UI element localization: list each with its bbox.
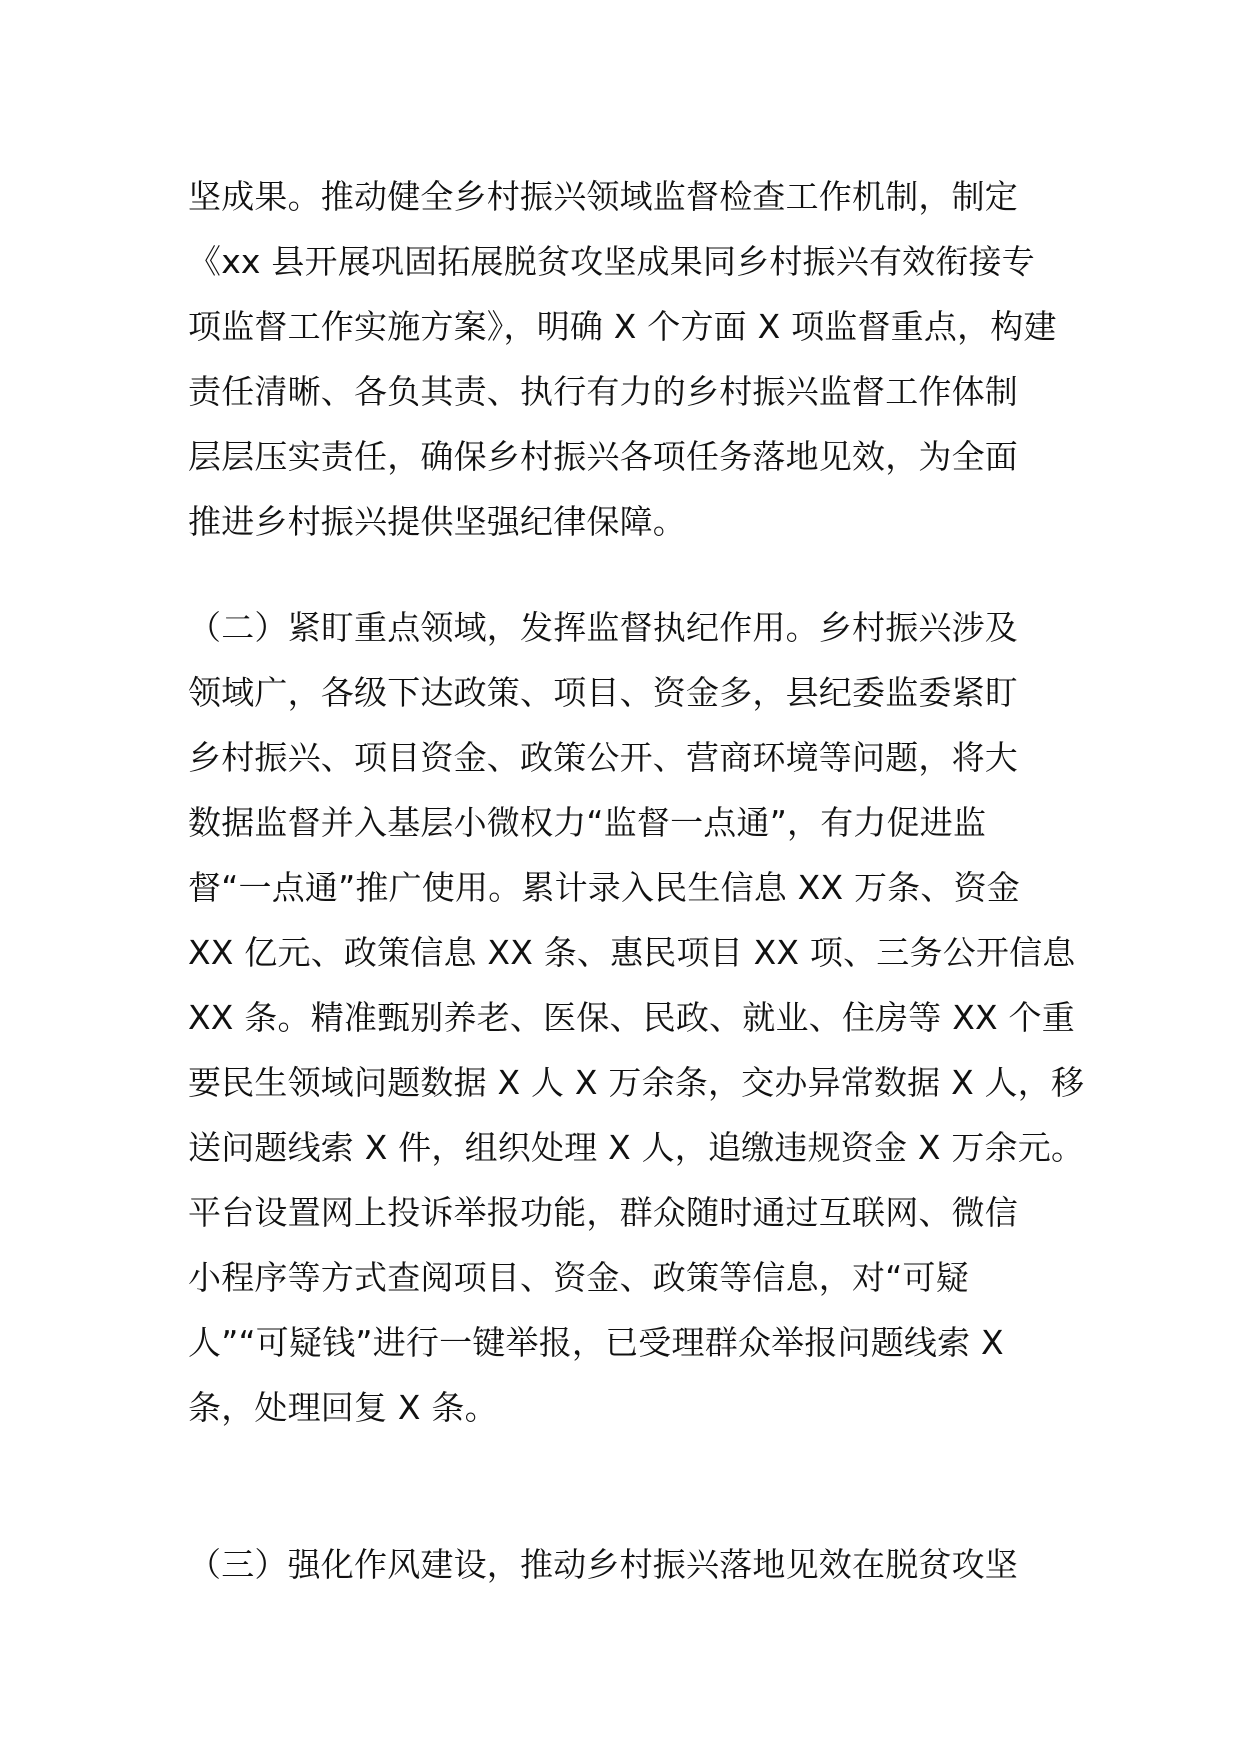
text-line: 乡村振兴、项目资金、政策公开、营商环境等问题，将大: [188, 738, 1018, 777]
text-line: 推进乡村振兴提供坚强纪律保障。: [188, 502, 686, 541]
text-line: XX 条。精准甄别养老、医保、民政、就业、住房等 XX 个重: [188, 998, 1075, 1037]
text-line: 领域广，各级下达政策、项目、资金多，县纪委监委紧盯: [188, 673, 1018, 712]
text-line: 《xx 县开展巩固拓展脱贫攻坚成果同乡村振兴有效衔接专: [188, 242, 1035, 281]
text-line: 送问题线索 X 件，组织处理 X 人，追缴违规资金 X 万余元。: [188, 1128, 1085, 1167]
text-line: 要民生领域问题数据 X 人 X 万余条，交办异常数据 X 人，移: [188, 1063, 1085, 1102]
text-line: 条，处理回复 X 条。: [188, 1388, 498, 1427]
paragraph-continuation: [188, 164, 1058, 554]
paragraph-section-three: [188, 1532, 1058, 1597]
text-line: 人”“可疑钱”进行一键举报，已受理群众举报问题线索 X: [188, 1323, 1004, 1362]
text-line: 层层压实责任，确保乡村振兴各项任务落地见效，为全面: [188, 437, 1018, 476]
text-line: 督“一点通”推广使用。累计录入民生信息 XX 万条、资金: [188, 868, 1020, 907]
text-line: （二）紧盯重点领域，发挥监督执纪作用。乡村振兴涉及: [188, 608, 1018, 647]
text-line: （三）强化作风建设，推动乡村振兴落地见效在脱贫攻坚: [188, 1545, 1018, 1584]
text-line: 坚成果。推动健全乡村振兴领域监督检查工作机制，制定: [188, 177, 1018, 216]
text-line: 项监督工作实施方案》，明确 X 个方面 X 项监督重点，构建: [188, 307, 1057, 346]
text-line: 数据监督并入基层小微权力“监督一点通”，有力促进监: [188, 803, 987, 842]
text-line: 平台设置网上投诉举报功能，群众随时通过互联网、微信: [188, 1193, 1018, 1232]
text-line: 责任清晰、各负其责、执行有力的乡村振兴监督工作体制: [188, 372, 1018, 411]
text-line: XX 亿元、政策信息 XX 条、惠民项目 XX 项、三务公开信息: [188, 933, 1076, 972]
paragraph-section-two: [188, 595, 1085, 1440]
text-line: 小程序等方式查阅项目、资金、政策等信息，对“可疑: [188, 1258, 969, 1297]
